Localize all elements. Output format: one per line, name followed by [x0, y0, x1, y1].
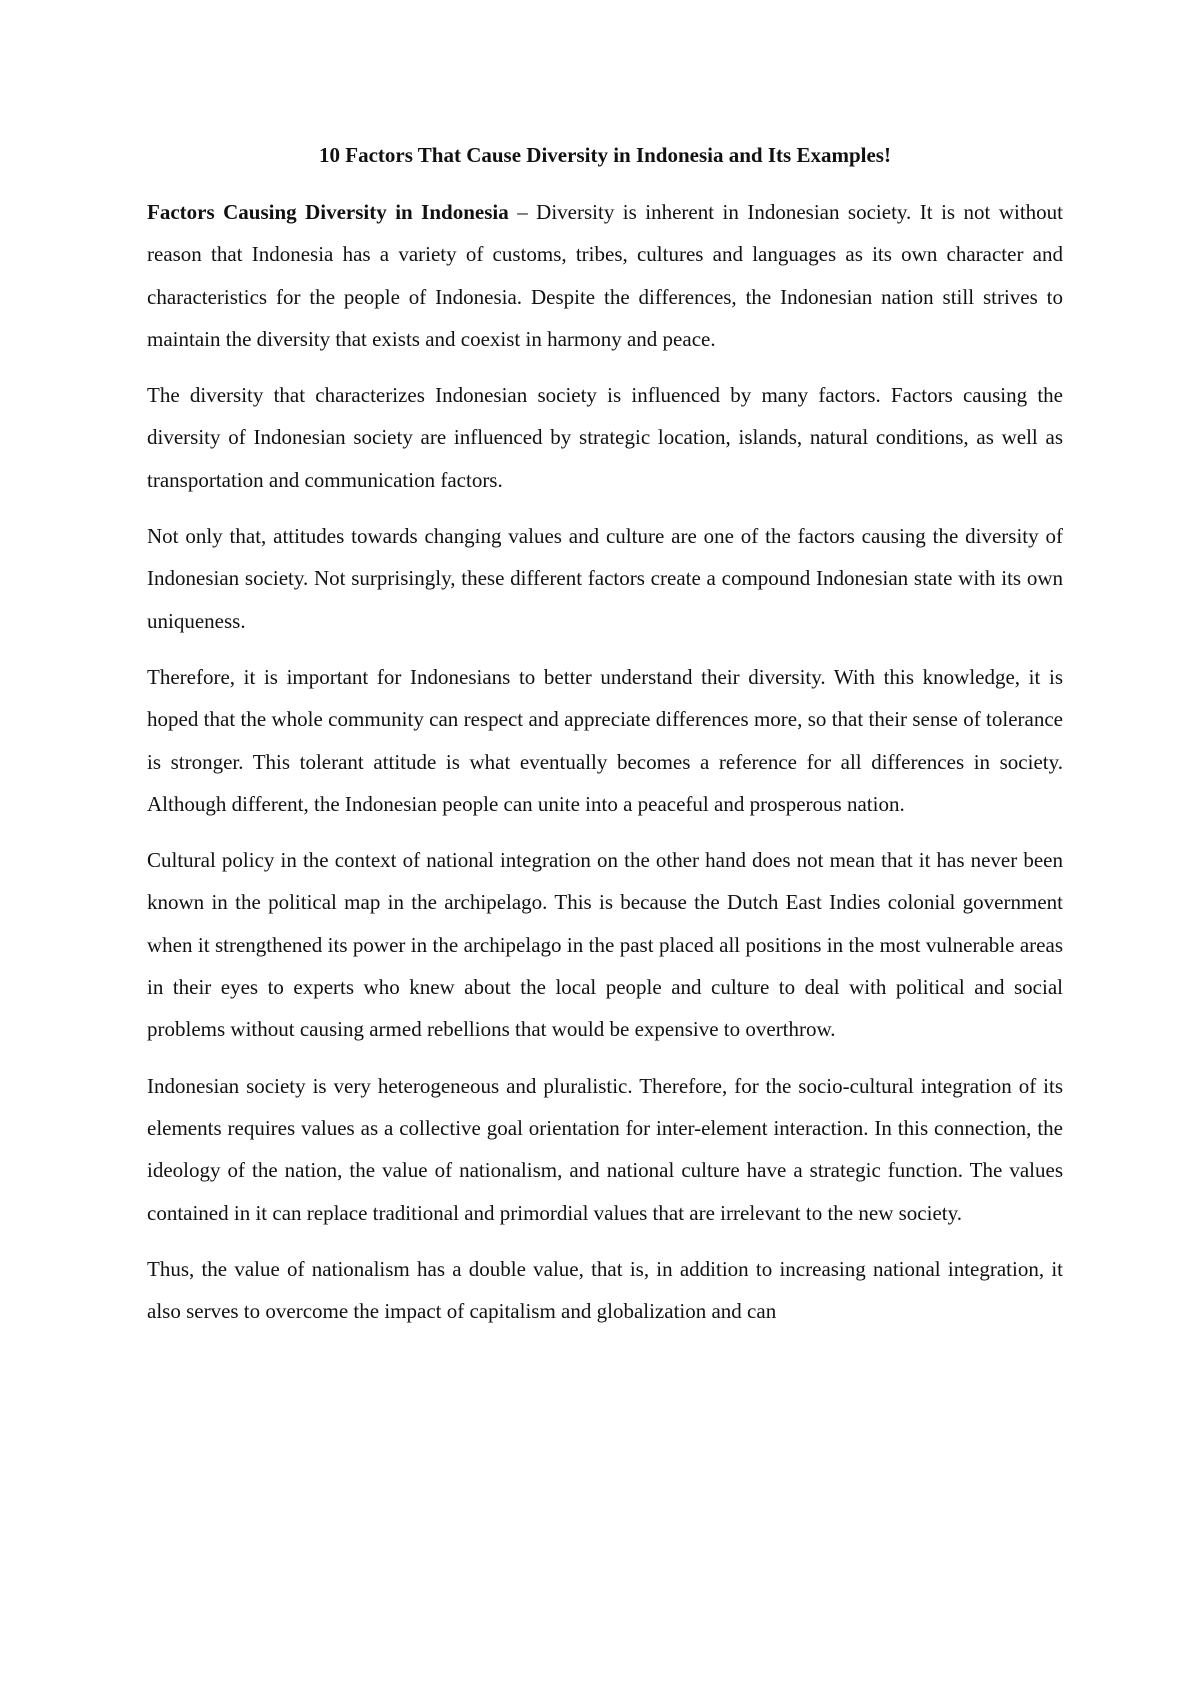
- intro-paragraph: [147, 191, 1063, 360]
- paragraph-attitudes: Not only that, attitudes towards changing values and culture are one of the factors causing the diversity of Indonesian society. Not surprisingly, these different factors create a compound Indonesian state with its own uniqueness.: [147, 524, 1063, 633]
- document-title: 10 Factors That Cause Diversity in Indonesia and Its Examples!: [319, 143, 891, 167]
- document-body: [147, 140, 1063, 1346]
- paragraph-factors: The diversity that characterizes Indonesian society is influenced by many factors. Factors causing the diversity of Indonesian society are influenced by strategic location, islands, natural conditions, as well as transportation and communication factors.: [147, 383, 1063, 492]
- paragraph-nationalism: Thus, the value of nationalism has a double value, that is, in addition to increasing national integration, it also serves to overcome the impact of capitalism and globalization and can: [147, 1256, 1063, 1324]
- intro-lead-term: Factors Causing Diversity in Indonesia: [147, 200, 509, 224]
- paragraph-cultural-policy: Cultural policy in the context of national integration on the other hand does not mean that it has never been known in the political map in the archipelago. This is because the Dutch East Indies colonial government when it strengthened its power in the archipelago in the past placed all positions in the most vulnerable areas in their eyes to experts who knew about the local people and culture to deal with political and social problems without causing armed rebellions that would be expensive to overthrow.: [147, 848, 1063, 1042]
- paragraph-understanding: Therefore, it is important for Indonesians to better understand their diversity. With this knowledge, it is hoped that the whole community can respect and appreciate differences more, so that their sense of tolerance is stronger. This tolerant attitude is what eventually becomes a reference for all differences in society. Although different, the Indonesian people can unite into a peaceful and prosperous nation.: [147, 664, 1063, 816]
- intro-text: – Diversity is inherent in Indonesian society. It is not without reason that Indonesia has a variety of customs, tribes, cultures and languages as its own character and characteristics for the people of Indonesia. Despite the differences, the Indonesian nation still strives to maintain the diversity that exists and coexist in harmony and peace.: [147, 200, 1064, 351]
- paragraph-heterogeneous-society: Indonesian society is very heterogeneous and pluralistic. Therefore, for the socio-cultural integration of its elements requires values as a collective goal orientation for inter-element interaction. In this connection, the ideology of the nation, the value of nationalism, and national culture have a strategic function. The values contained in it can replace traditional and primordial values that are irrelevant to the new society.: [147, 1073, 1063, 1225]
